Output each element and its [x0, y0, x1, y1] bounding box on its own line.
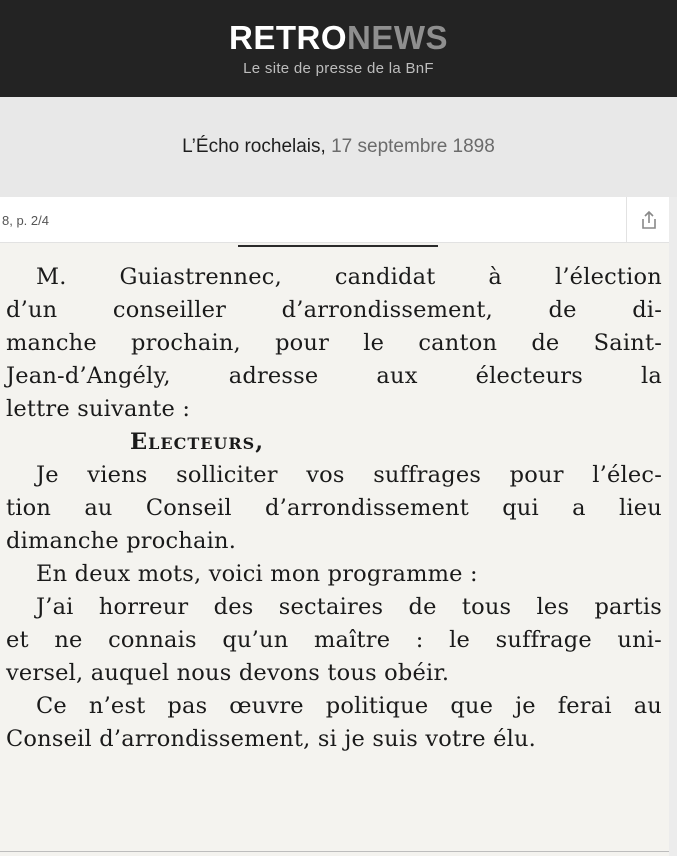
article-line: lettre suivante : [6, 396, 191, 422]
article-heading: Electeurs, [130, 429, 265, 455]
article-line: J’ai horreur des sectaires de tous les partis [36, 594, 662, 620]
publication-title[interactable]: L’Écho rochelais, [182, 136, 326, 157]
retronews-logo[interactable] [0, 20, 677, 56]
article-line: Je viens solliciter vos suffrages pour l’élec- [36, 462, 662, 488]
article-line: dimanche prochain. [6, 528, 237, 554]
share-button[interactable] [626, 197, 670, 242]
article-line: Ce n’est pas œuvre politique que je ferai au [36, 693, 662, 719]
viewer-toolbar [0, 197, 669, 243]
share-icon [640, 210, 658, 230]
publication-title-line [0, 136, 677, 158]
logo-retro: RETRO [229, 19, 347, 56]
site-header [0, 0, 677, 97]
article-line: M. Guiastrennec, candidat à l’élection [36, 264, 662, 290]
article-line: Conseil d’arrondissement, si je suis votre élu. [6, 726, 537, 752]
logo-news: NEWS [347, 19, 448, 56]
article-line: Jean-d’Angély, adresse aux électeurs la [6, 363, 662, 389]
viewer-scrollbar-track[interactable] [669, 197, 677, 856]
publication-date: 17 septembre 1898 [331, 136, 495, 157]
site-tagline: Le site de presse de la BnF [243, 60, 434, 77]
article-line: manche prochain, pour le canton de Saint- [6, 330, 662, 356]
article-line: tion au Conseil d’arrondissement qui a lieu [6, 495, 662, 521]
article-line: d’un conseiller d’arrondissement, de di- [6, 297, 662, 323]
page-bottom-rule [0, 851, 669, 852]
article-text [6, 261, 662, 756]
publication-titlebar [0, 97, 677, 197]
page-reference: 8, p. 2/4 [2, 213, 49, 228]
article-line: versel, auquel nous devons tous obéir. [6, 660, 450, 686]
article-line: et ne connais qu’un maître : le suffrage uni- [6, 627, 662, 653]
article-line: En deux mots, voici mon programme : [36, 561, 478, 587]
newspaper-scan[interactable] [0, 243, 669, 856]
column-separator-rule [238, 245, 438, 247]
